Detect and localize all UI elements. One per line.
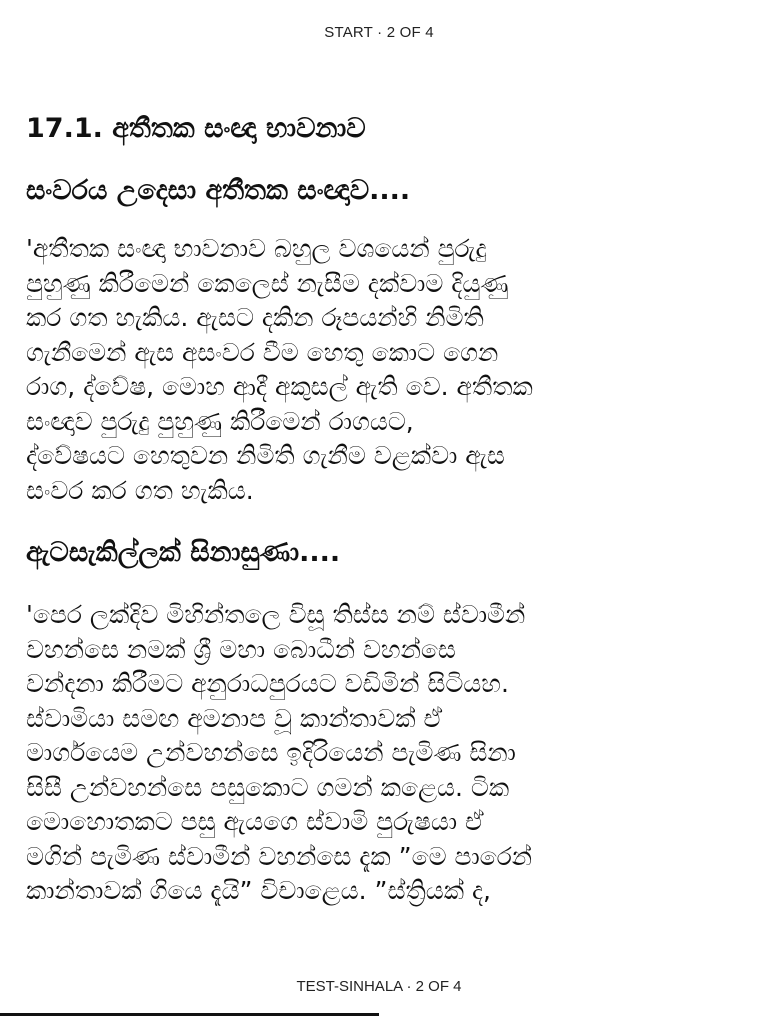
text-line: සංඥාව පුරුදු පුහුණු කිරීමෙන් රාගයට, [26, 406, 414, 436]
page-content [26, 108, 738, 909]
reading-progress-fill [0, 1013, 379, 1016]
text-line: කාන්තාවක් ගියෙ දැයි” විචාළෙය. ”ස්ත්‍රියක් ද, [26, 876, 492, 905]
text-line: කර ගත හැකිය. ඇසට දකින රූපයන්හි නිමිති [26, 303, 484, 332]
text-line: සිසී උන්වහන්සෙ පසුකොට ගමන් කළෙය. ටික [26, 772, 510, 802]
text-line: මගින් පැමිණ ස්වාමීන් වහන්සෙ දැක ”මෙ පාරෙන් [26, 841, 533, 871]
paragraph-story [26, 598, 738, 909]
text-line: ගැනීමෙන් ඇස අසංවර වීම හෙතු කොට ගෙන [26, 337, 499, 367]
text-line: සංවර කර ගත හැකිය. [26, 475, 254, 505]
text-line: ද්වේෂයට හෙතුවන නිමිති ගැනීම වළක්වා ඇස [26, 441, 505, 470]
chapter-title: 17.1. අතීතක සංඥා භාවනාව [26, 113, 366, 144]
text-line: වන්දනා කිරීමට අනුරාධපුරයට වඩිමින් සිටියහ. [26, 669, 509, 698]
text-line: 'අතීතක සංඥා භාවනාව බහුල වශයෙන් පුරුදු [26, 234, 487, 263]
section-heading-restraint: සංවරය උදෙසා අතීතක සංඥාව.... [26, 175, 411, 206]
text-line: වහන්සෙ නමක් ශ්‍රී මහා බොධීන් වහන්සෙ [26, 634, 456, 664]
text-line: මොහොතකට පසු ඇයගෙ ස්වාමි පුරුෂයා ඒ [26, 807, 484, 836]
reading-progress-bar [0, 1013, 758, 1016]
text-line: රාග, ද්වේෂ, මොහ ආදී අකුසල් ඇති වෙ. අතීතක [26, 372, 533, 401]
page-footer: TEST-SINHALA · 2 OF 4 [296, 978, 462, 995]
text-line: ස්වාමියා සමඟ අමනාප වූ කාන්තාවක් ඒ [26, 703, 443, 733]
text-line: මාර්ගයෙම උන්වහන්සෙ ඉදිරියෙන් පැමිණ සිනා [26, 738, 516, 767]
text-line: පුහුණු කිරීමෙන් කෙලෙස් නැසීම දක්වාම දියුණු [26, 268, 509, 298]
text-line: 'පෙර ලක්දිව මිහින්තලෙ විසූ තිස්ස නම් ස්වාමීන් [26, 600, 526, 629]
section-heading-skeleton: ඇටසැකිල්ලක් සිනාසුණා.... [26, 537, 341, 568]
location-header: START · 2 OF 4 [324, 24, 434, 41]
paragraph-meditation [26, 232, 738, 508]
